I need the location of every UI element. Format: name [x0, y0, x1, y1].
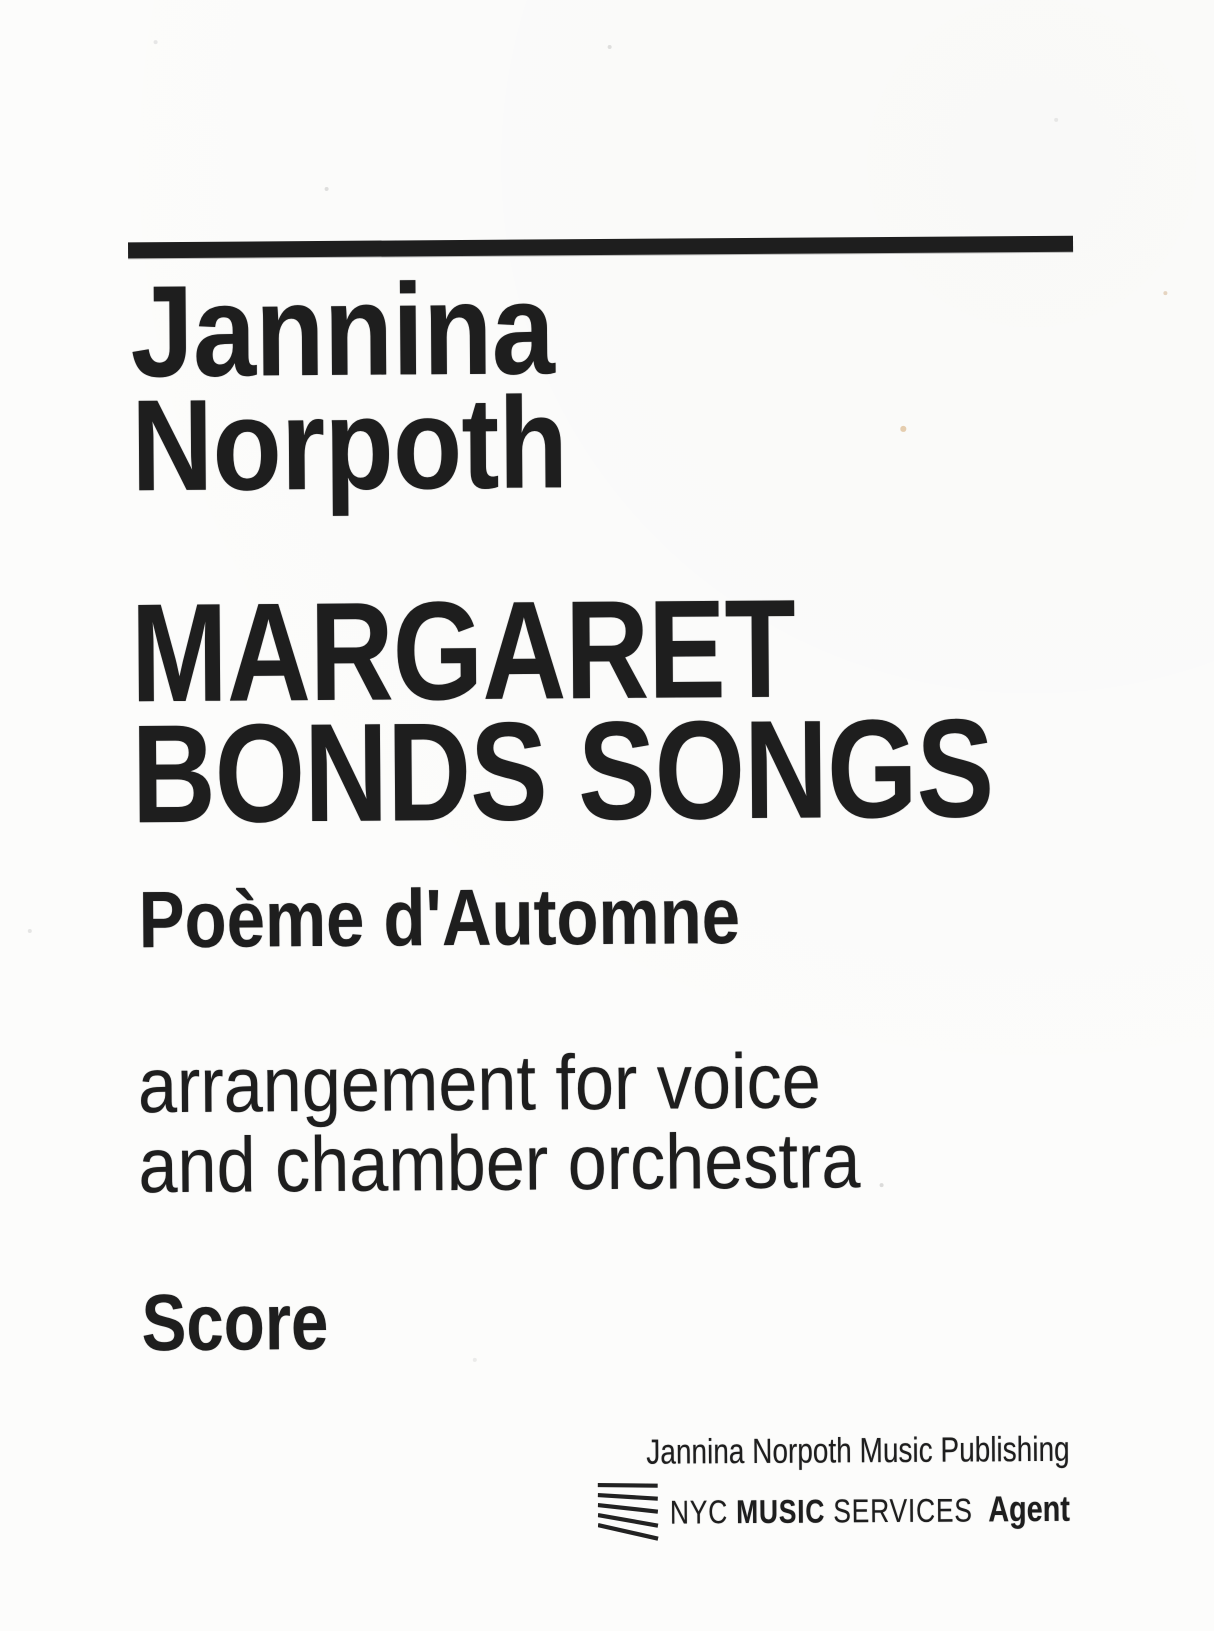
- title-rule-divider: [128, 236, 1073, 259]
- subtitle: Poème d'Automne: [138, 876, 740, 960]
- arrangement-note: [138, 1040, 861, 1205]
- composer-name: [130, 271, 567, 502]
- arrangement-note-line1: arrangement for voice: [138, 1040, 860, 1125]
- composer-name-line1: Jannina: [130, 271, 567, 388]
- publisher-imprint: Jannina Norpoth Music Publishing: [646, 1432, 1070, 1470]
- logo-word-nyc: NYC: [670, 1493, 728, 1530]
- composer-name-line2: Norpoth: [131, 385, 568, 502]
- page-title-line1: MARGARET: [130, 586, 992, 713]
- arrangement-note-line2: and chamber orchestra: [138, 1120, 860, 1205]
- logo-word-music: MUSIC: [736, 1492, 825, 1530]
- publisher-logo-wordmark: [670, 1493, 973, 1528]
- logo-word-services: SERVICES: [833, 1491, 973, 1529]
- publisher-role: Agent: [988, 1491, 1070, 1528]
- staff-lines-icon: [598, 1482, 659, 1547]
- part-label: Score: [141, 1282, 328, 1363]
- page-title-line2: BONDS SONGS: [131, 707, 993, 834]
- page-title: [130, 586, 993, 834]
